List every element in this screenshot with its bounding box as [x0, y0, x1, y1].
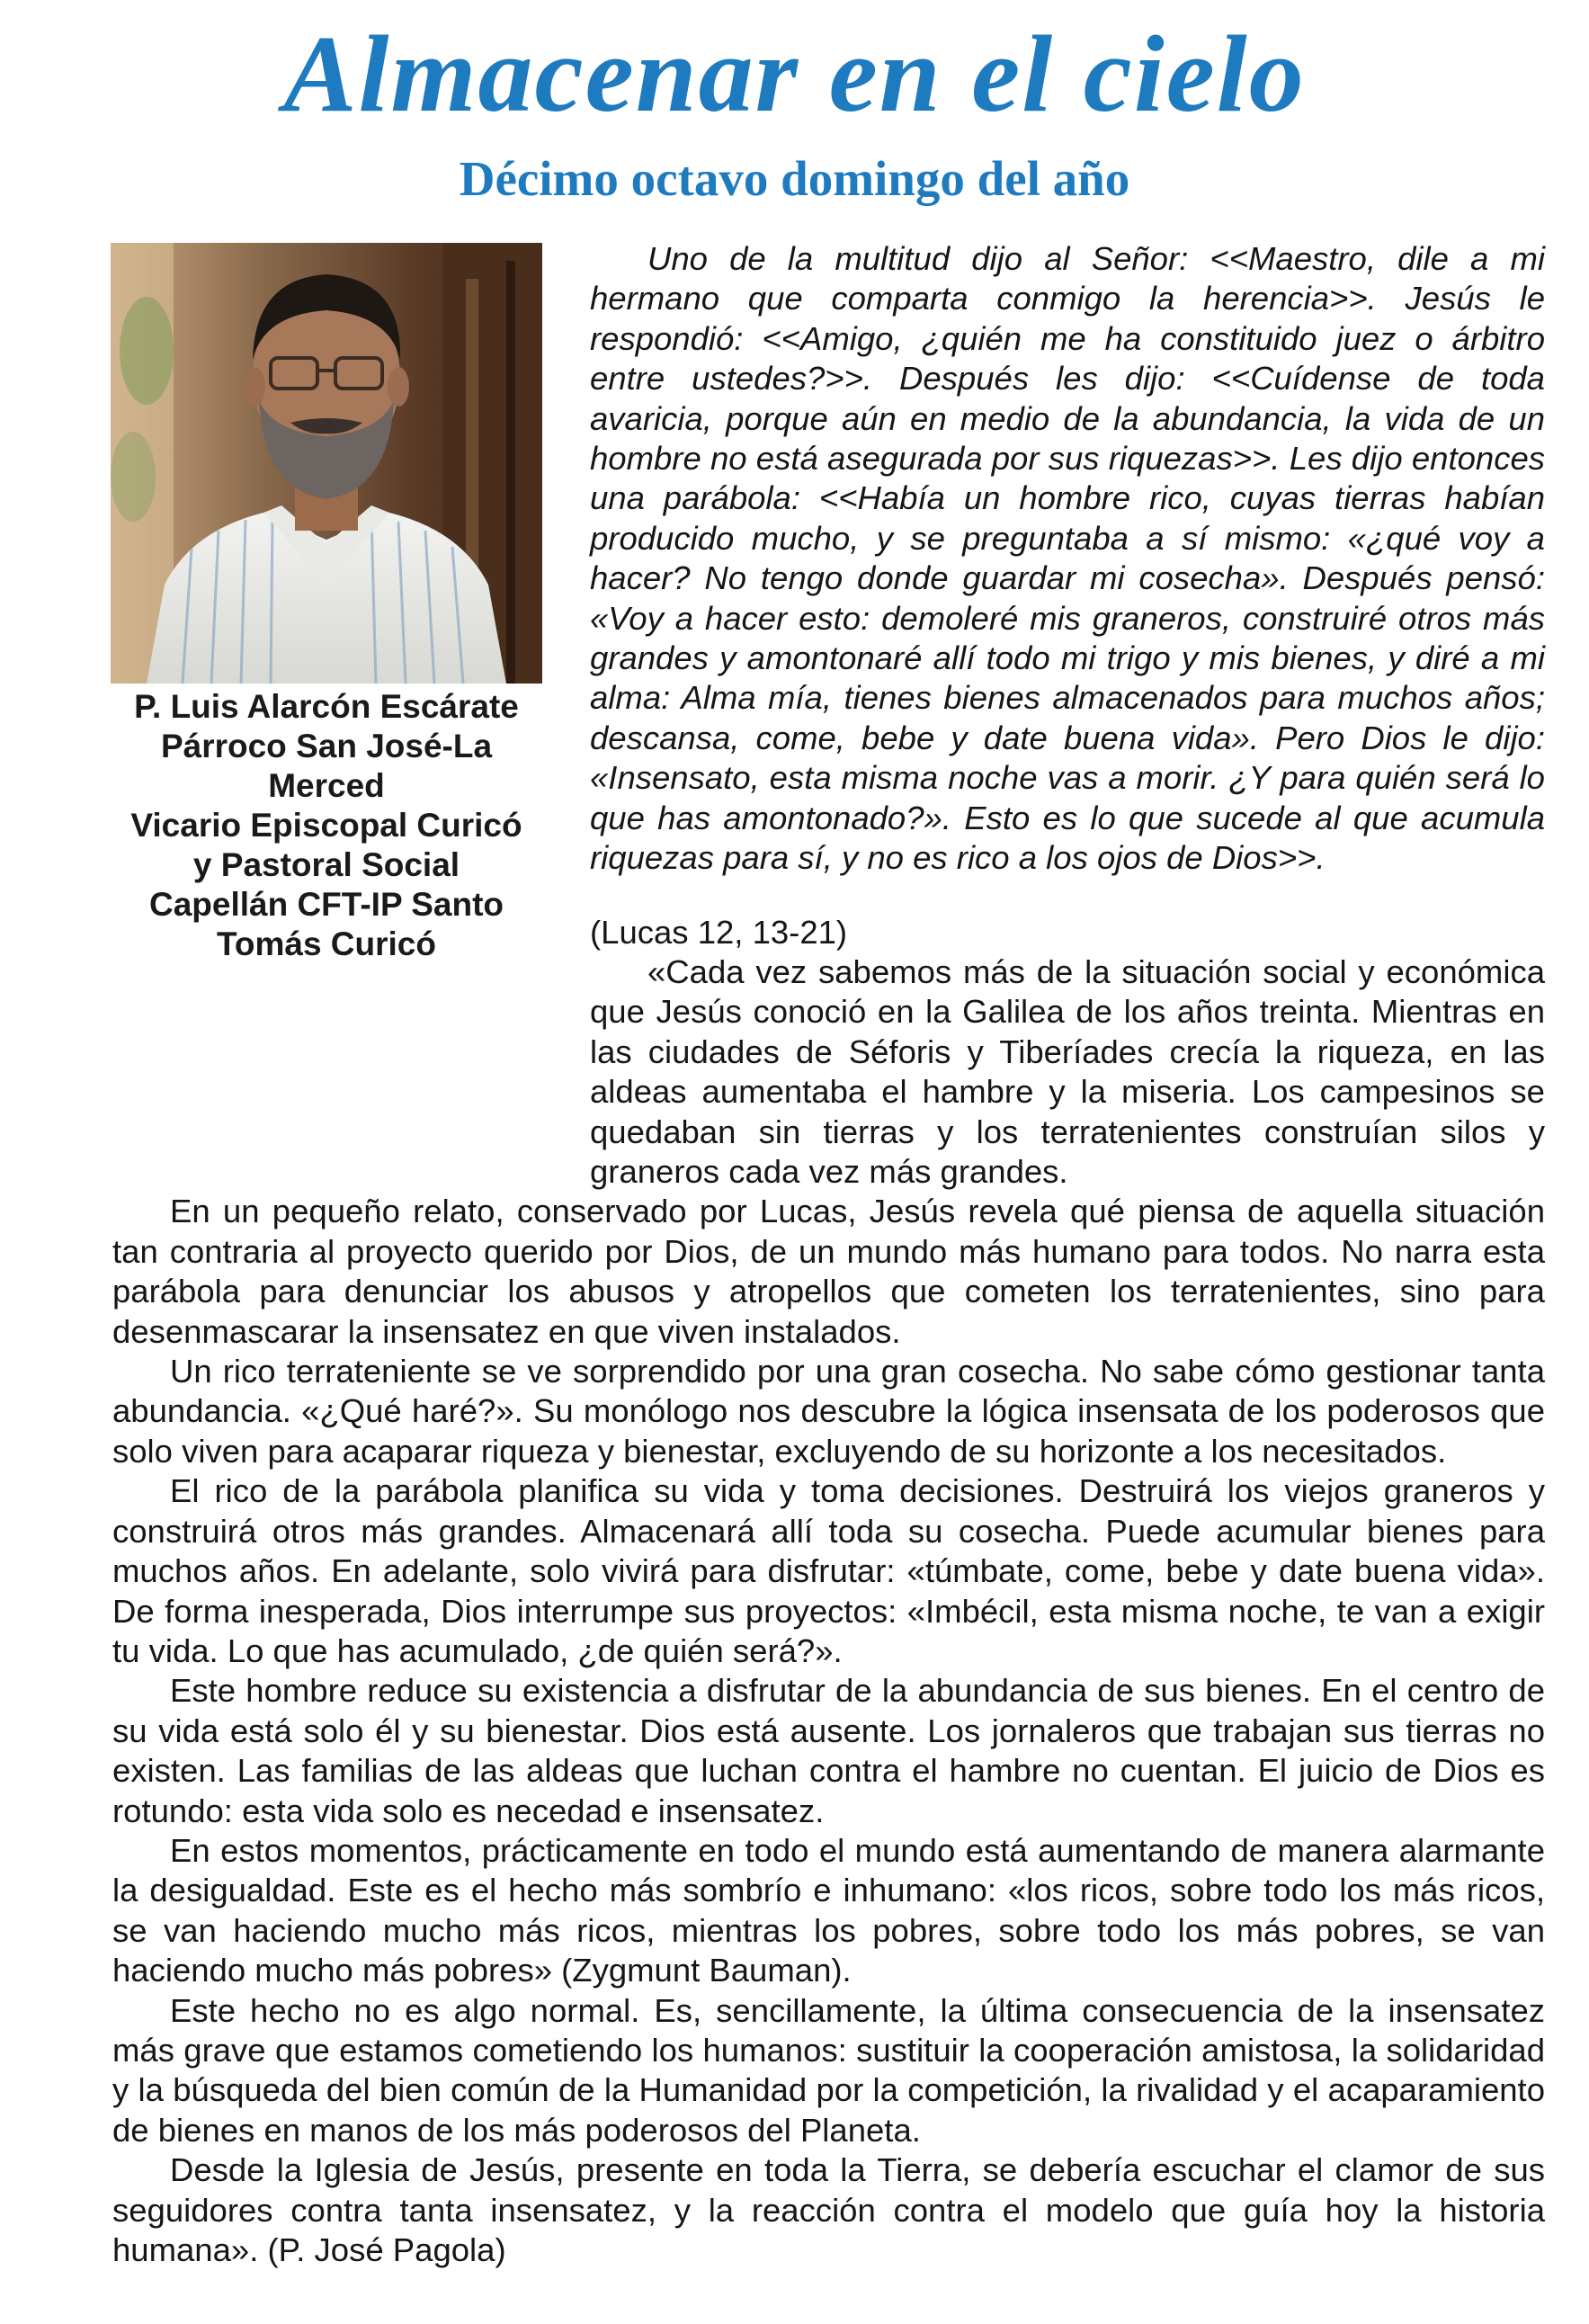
- caption-line: Párroco San José-La: [160, 728, 493, 764]
- caption-line: Tomás Curicó: [217, 925, 436, 962]
- caption-line: Vicario Episcopal Curicó: [130, 807, 522, 844]
- caption-line: P. Luis Alarcón Escárate: [134, 688, 519, 725]
- body-paragraph: Este hombre reduce su existencia a disfrutar de la abundancia de sus bienes. En el centro de su vida está solo él y su bienestar. Dios está ausente. Los jornaleros que trabajan sus tierras no existen. Las familias de las aldeas que luchan contra el hambre no cuentan. El juicio de Dios es rotundo: esta vida solo es necedad e insensatez.: [112, 1672, 1545, 1829]
- gospel-quote: Uno de la multitud dijo al Señor: <<Maestro, dile a mi hermano que comparta conmigo la herencia>>. Jesús le respondió: <<Amigo, ¿quién me ha constituido juez o árbitro entre ustedes?>>. Después les dijo: <<Cuídense de toda avaricia, porque aún en medio de la abundancia, la vida de un hombre no está asegurada por sus riquezas>>. Les dijo entonces una parábola: <<Había un hombre rico, cuyas tierras habían producido mucho, y se preguntaba a sí mismo: «¿qué voy a hacer? No tengo donde guardar mi cosecha». Después pensó: «Voy a hacer esto: demoleré mis graneros, construiré otros más grandes y amontonaré allí todo mi trigo y mis bienes, y diré a mi alma: Alma mía, tienes bienes almacenados para muchos años; descansa, come, bebe y date buena vida». Pero Dios le dijo: «Insensato, esta misma noche vas a morir. ¿Y para quién será lo que has amontonado?». Esto es lo que sucede al que acumula riquezas para sí, y no es rico a los ojos de Dios>>.: [590, 240, 1545, 877]
- caption-line: Capellán CFT-IP Santo: [148, 886, 504, 923]
- body-paragraph: En un pequeño relato, conservado por Lucas, Jesús revela qué piensa de aquella situación tan contraria al proyecto querido por Dios, de un mundo más humano para todos. No narra esta parábola para denunciar los abusos y atropellos que cometen los terratenientes, sino para desenmascarar la insensatez en que viven instalados.: [112, 1193, 1545, 1350]
- author-photo: [111, 243, 542, 684]
- gospel-reference: (Lucas 12, 13-21): [590, 914, 848, 951]
- article-subtitle: Décimo octavo domingo del año: [459, 151, 1130, 206]
- caption-line: y Pastoral Social: [192, 846, 460, 883]
- article-title: Almacenar en el cielo: [283, 13, 1306, 135]
- body-paragraph: En estos momentos, prácticamente en todo el mundo está aumentando de manera alarmante la desigualdad. Este es el hecho más sombrío e inhumano: «los ricos, sobre todo los más ricos, se van haciendo mucho más ricos, mientras los pobres, sobre todo los más pobres, se van haciendo mucho más pobres» (Zygmunt Bauman).: [112, 1831, 1545, 1989]
- article-body: [112, 952, 1545, 2270]
- body-paragraph: Desde la Iglesia de Jesús, presente en toda la Tierra, se debería escuchar el clamor de sus seguidores contra tanta insensatez, y la reacción contra el modelo que guía hoy la historia humana». (P. José Pagola): [112, 2151, 1545, 2268]
- body-paragraph: El rico de la parábola planifica su vida y toma decisiones. Destruirá los viejos graneros y construirá otros más grandes. Almacenará allí toda su cosecha. Puede acumular bienes para muchos años. En adelante, solo vivirá para disfrutar: «túmbate, come, bebe y date buena vida». De forma inesperada, Dios interrumpe sus proyectos: «Imbécil, esta misma noche, te van a exigir tu vida. Lo que has acumulado, ¿de quién será?».: [112, 1472, 1545, 1669]
- caption-line: Merced: [268, 767, 385, 804]
- body-paragraph: «Cada vez sabemos más de la situación social y económica que Jesús conoció en la Galilea de los años treinta. Mientras en las ciudades de Séforis y Tiberíades crecía la riqueza, en las aldeas aumentaba el hambre y la miseria. Los campesinos se quedaban sin tierras y los terratenientes construían silos y graneros cada vez más grandes.: [590, 953, 1545, 1191]
- body-paragraph: Este hecho no es algo normal. Es, sencillamente, la última consecuencia de la insensatez más grave que estamos cometiendo los humanos: sustituir la cooperación amistosa, la solidaridad y la búsqueda del bien común de la Humanidad por la competición, la rivalidad y el acaparamiento de bienes en manos de los más poderosos del Planeta.: [112, 1991, 1545, 2149]
- body-paragraph: Un rico terrateniente se ve sorprendido por una gran cosecha. No sabe cómo gestionar tanta abundancia. «¿Qué haré?». Su monólogo nos descubre la lógica insensata de los poderosos que solo viven para acaparar riqueza y bienestar, excluyendo de su horizonte a los necesitados.: [112, 1353, 1545, 1470]
- author-caption: [106, 687, 547, 964]
